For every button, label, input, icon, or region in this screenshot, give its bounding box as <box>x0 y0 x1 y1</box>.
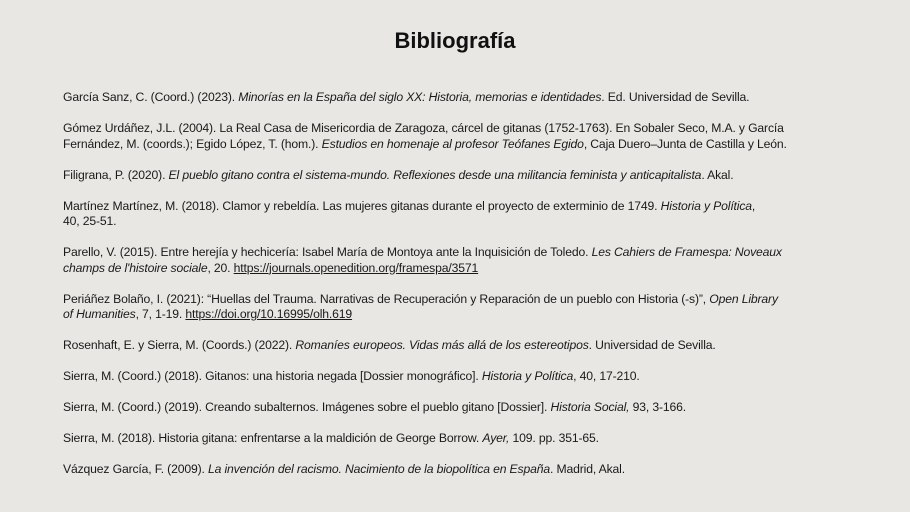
reference-text: Periáñez Bolaño, I. (2021): “Huellas del Trauma. Narrativas de Recuperación y Reparación de un pueblo con Historia (-s)”, <box>63 291 710 306</box>
bibliography-entry <box>63 462 863 478</box>
entry-line <box>63 245 863 261</box>
reference-text: 93, 3-166. <box>629 400 687 414</box>
reference-text: Sierra, M. (2018). Historia gitana: enfrentarse a la maldición de George Borrow. <box>63 431 483 445</box>
reference-text: 40, 25-51. <box>63 214 117 228</box>
entry-line <box>63 168 863 184</box>
entry-line <box>63 214 863 230</box>
italic-title-text: Romaníes europeos. Vidas más allá de los estereotipos <box>295 338 589 352</box>
reference-text: Rosenhaft, E. y Sierra, M. (Coords.) (2022). <box>63 338 296 352</box>
reference-text: , 20. <box>207 260 234 275</box>
italic-title-text: of Humanities <box>63 307 136 321</box>
reference-link[interactable]: https://journals.openedition.org/framespa/3571 <box>233 260 479 275</box>
entry-line <box>63 292 863 308</box>
entry-line <box>63 90 863 106</box>
slide-title: Bibliografía <box>394 28 516 53</box>
entry-line <box>63 261 863 277</box>
italic-title-text: Estudios en homenaje al profesor Teófanes Egido <box>321 136 584 151</box>
entry-line <box>63 462 863 478</box>
reference-link[interactable]: https://doi.org/10.16995/olh.619 <box>185 307 353 321</box>
reference-text: García Sanz, C. (Coord.) (2023). <box>63 90 239 104</box>
reference-text: Martínez Martínez, M. (2018). Clamor y rebeldía. Las mujeres gitanas durante el proyecto de exterminio de 1749. <box>63 198 661 213</box>
reference-text: . Madrid, Akal. <box>550 462 625 476</box>
entry-line <box>63 338 863 354</box>
reference-text: , Caja Duero–Junta de Castilla y León. <box>583 136 787 151</box>
reference-text: , 40, 17-210. <box>573 369 640 383</box>
bibliography-entry <box>63 90 863 106</box>
bibliography-entry <box>63 245 863 276</box>
italic-title-text: Open Library <box>709 291 778 306</box>
bibliography-entry <box>63 292 863 323</box>
entry-line <box>63 307 863 323</box>
bibliography-entry <box>63 121 863 152</box>
entry-line <box>63 431 863 447</box>
reference-text: . Akal. <box>701 167 734 182</box>
reference-text: Vázquez García, F. (2009). <box>63 462 208 476</box>
reference-text: . Universidad de Sevilla. <box>588 338 716 352</box>
reference-text: Sierra, M. (Coord.) (2018). Gitanos: una historia negada [Dossier monográfico]. <box>63 369 482 383</box>
italic-title-text: champs de l'histoire sociale <box>63 260 208 275</box>
entry-line <box>63 137 863 153</box>
italic-title-text: Minorías en la España del siglo XX: Historia, memorias e identidades <box>238 90 602 104</box>
reference-text: , <box>751 198 756 213</box>
reference-text: Gómez Urdáñez, J.L. (2004). La Real Casa de Misericordia de Zaragoza, cárcel de gitanas (1752-1763). En Sobaler Seco, M.A. y García <box>63 121 784 135</box>
reference-text: 109. pp. 351-65. <box>509 431 599 445</box>
italic-title-text: Ayer, <box>482 431 510 445</box>
italic-title-text: El pueblo gitano contra el sistema-mundo. Reflexiones desde una militancia feminista y anticapitalista <box>168 167 702 182</box>
italic-title-text: Les Cahiers de Framespa: Noveaux <box>591 245 782 259</box>
entry-line <box>63 121 863 137</box>
reference-text: , 7, 1-19. <box>135 307 186 321</box>
italic-title-text: Historia y Política <box>481 369 574 383</box>
bibliography-entry <box>63 199 863 230</box>
bibliography-entry <box>63 431 863 447</box>
italic-title-text: Historia Social, <box>550 400 630 414</box>
reference-text: Fernández, M. (coords.); Egido López, T. (hom.). <box>63 136 322 151</box>
bibliography-entry <box>63 168 863 184</box>
italic-title-text: La invención del racismo. Nacimiento de la biopolítica en España <box>207 462 550 476</box>
entry-line <box>63 369 863 385</box>
reference-text: Sierra, M. (Coord.) (2019). Creando subalternos. Imágenes sobre el pueblo gitano [Dossier]. <box>63 400 551 414</box>
reference-text: Filigrana, P. (2020). <box>63 167 169 182</box>
reference-text: Parello, V. (2015). Entre herejía y hechicería: Isabel María de Montoya ante la Inquisición de Toledo. <box>63 245 592 259</box>
bibliography-entry <box>63 338 863 354</box>
bibliography-entry <box>63 369 863 385</box>
entry-line <box>63 199 863 215</box>
entry-line <box>63 400 863 416</box>
bibliography-list <box>63 90 863 493</box>
reference-text: . Ed. Universidad de Sevilla. <box>601 90 750 104</box>
italic-title-text: Historia y Política <box>660 198 752 213</box>
bibliography-entry <box>63 400 863 416</box>
